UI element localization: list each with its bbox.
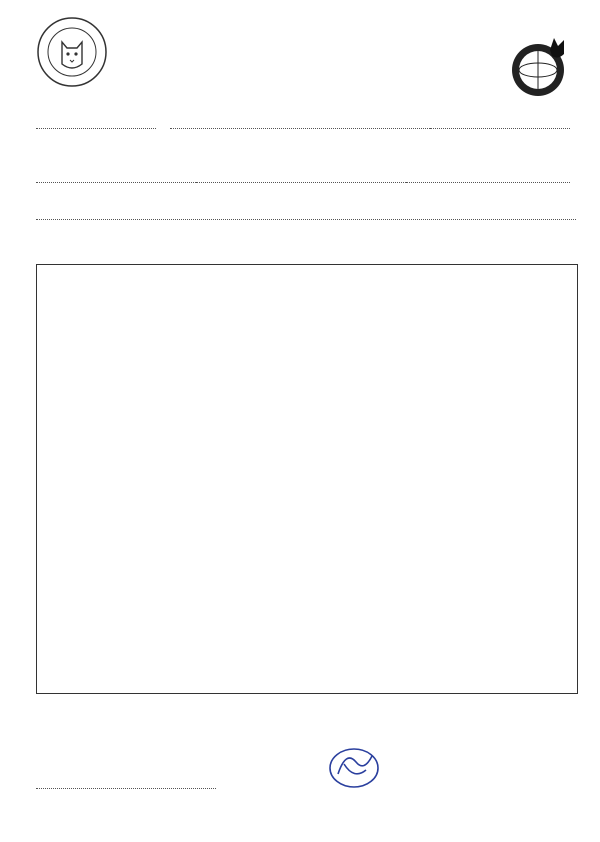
shk-logo: [36, 16, 108, 88]
sex-line: [196, 182, 406, 183]
evaluation-table: [36, 264, 578, 694]
breed-line: [170, 128, 430, 129]
nr-line: [36, 128, 156, 129]
judge-line: [36, 788, 216, 789]
signature-scribble-icon: [326, 744, 384, 792]
wcf-logo: [506, 36, 576, 98]
age-line: [406, 182, 570, 183]
colour-line: [430, 128, 570, 129]
show-line: [36, 219, 576, 220]
class-line: [36, 182, 196, 183]
